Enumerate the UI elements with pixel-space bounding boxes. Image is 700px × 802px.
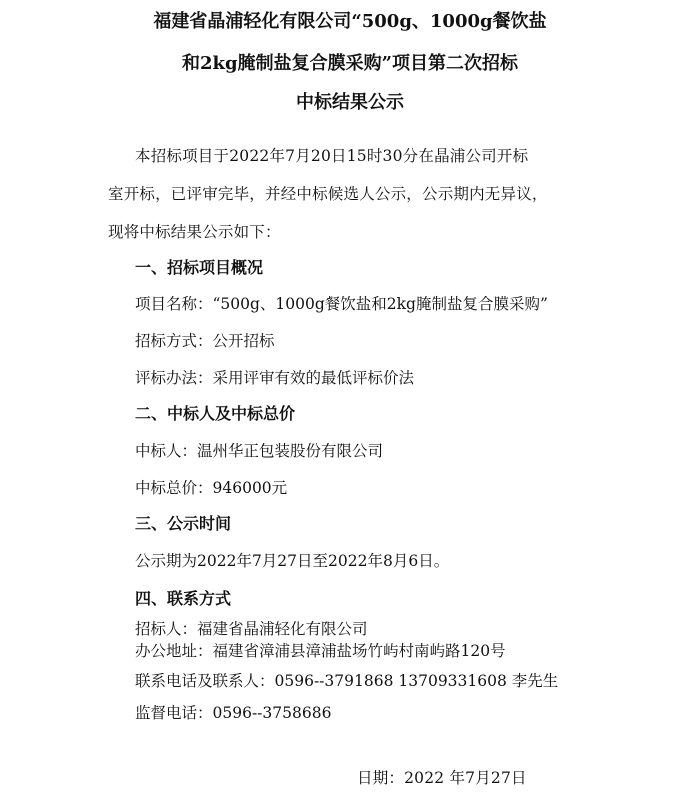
intro-line-3: 现将中标结果公示如下： bbox=[108, 223, 281, 241]
contact-info: 联系电话及联系人：0596--3791868 13709331608 李先生 bbox=[135, 672, 559, 690]
title-line-1: 福建省晶浦轻化有限公司“500g、1000g餐饮盐 bbox=[153, 11, 547, 32]
intro-line-1: 本招标项目于2022年7月20日15时30分在晶浦公司开标 bbox=[135, 147, 529, 165]
section-2-heading: 二、中标人及中标总价 bbox=[135, 404, 296, 423]
publish-date: 日期：2022 年7月27日 bbox=[357, 769, 527, 787]
section-4-heading: 四、联系方式 bbox=[135, 589, 232, 608]
section-3-heading: 三、公示时间 bbox=[135, 514, 232, 533]
office-address: 办公地址：福建省漳浦县漳浦盐场竹屿村南屿路120号 bbox=[135, 642, 506, 660]
tenderer: 招标人：福建省晶浦轻化有限公司 bbox=[135, 620, 368, 638]
title-line-3: 中标结果公示 bbox=[296, 92, 404, 113]
title-line-2: 和2kg腌制盐复合膜采购”项目第二次招标 bbox=[182, 53, 518, 74]
section-1-heading: 一、招标项目概况 bbox=[135, 258, 264, 277]
winning-price: 中标总价：946000元 bbox=[135, 479, 288, 497]
winning-bidder: 中标人：温州华正包装股份有限公司 bbox=[135, 442, 384, 460]
tender-method: 招标方式：公开招标 bbox=[135, 332, 275, 350]
announcement-period: 公示期为2022年7月27日至2022年8月6日。 bbox=[135, 552, 450, 570]
supervision-phone: 监督电话：0596--3758686 bbox=[135, 704, 332, 722]
project-name: 项目名称：“500g、1000g餐饮盐和2kg腌制盐复合膜采购” bbox=[135, 295, 548, 313]
evaluation-method: 评标办法：采用评审有效的最低评标价法 bbox=[135, 369, 415, 387]
intro-line-2: 室开标，已评审完毕，并经中标候选人公示，公示期内无异议， bbox=[108, 185, 548, 203]
